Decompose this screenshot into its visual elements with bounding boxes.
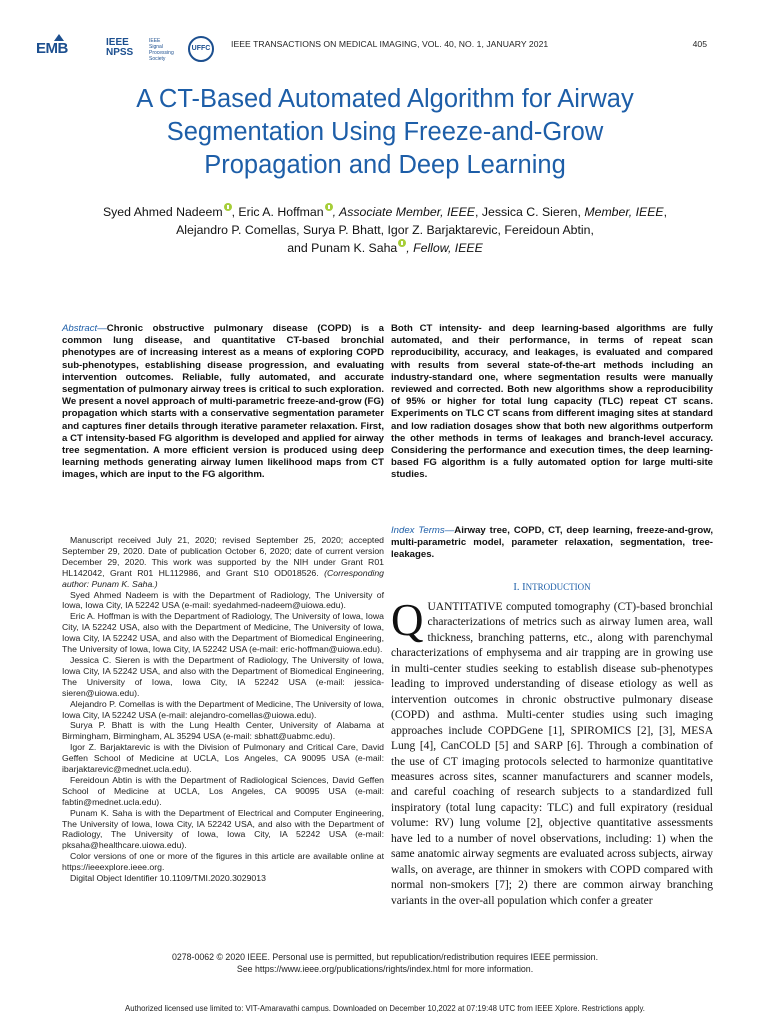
author-name: , Jessica C. Sieren, [475,205,585,219]
introduction-text [391,595,713,909]
footnote: Igor Z. Barjaktarevic is with the Division of Pulmonary and Critical Care, David Geffen School of Medicine at UCLA, Los Angeles, CA 90095 USA (e-mail: ibarjaktarevic@mednet.ucla.edu). [62,742,384,775]
author-list: Syed Ahmed Nadeem , Eric A. Hoffman , Associate Member, IEEE, Jessica C. Sieren, Member, IEEE, Alejandro P. Comellas, Surya P. Bhatt, Igor Z. Barjaktarevic, Fereidoun Abtin, and Punam K. Saha , Fellow, IEEE [40,203,730,257]
section-heading: I. INTRODUCTION [513,582,591,593]
copyright-notice: 0278-0062 © 2020 IEEE. Personal use is permitted, but republication/redistribution requires IEEE permission. See https://www.ieee.org/publications/rights/index.html for more information. [171,952,599,974]
title-line: A CT-Based Automated Algorithm for Airway [136,85,634,113]
abstract-text: Both CT intensity- and deep learning-based algorithms are fully automated, and their performance, in terms of repeat scan reproducibility, accuracy, and leakages, is evaluated and compared with results from several state-of-the-art methods including an industry-standard one, where segmentation results were manually reviewed and corrected. Both new algorithms show a reproducibility of 95% or higher for total lung capacity (TLC) repeat CT scans. Experiments on TLC CT scans from different imaging sites at standard and low radiation dosages show that both new algorithms outperform the other methods in terms of leakages and branch-level accuracy. Considering the performance and execution times, the deep learning-based FG algorithm is a fully automated option for large multi-site studies. [391,323,713,481]
npss-logo: IEEE NPSS [106,37,134,58]
license-notice: Authorized licensed use limited to: VIT-Amaravathi campus. Downloaded on December 10,2022 at 07:19:48 UTC from IEEE Xplore. Restrictions apply. [125,1004,645,1013]
title-line: Segmentation Using Freeze-and-Grow [166,118,604,146]
footnote: Punam K. Saha is with the Department of Electrical and Computer Engineering, The University of Iowa, Iowa City, IA 52242 USA, and also with the Department of Radiology, The University of Iowa, Iowa City, IA 52242 USA (e-mail: pksaha@healthcare.uiowa.edu). [62,807,384,851]
intro-lead: UANTITATIVE [427,601,503,613]
uffc-logo: UFFC [188,36,214,62]
title-line: Propagation and Deep Learning [204,151,566,179]
index-terms-text: Airway tree, COPD, CT, deep learning, freeze-and-grow, multi-parametric model, parameter relaxation, segmentation, tree-leakages. [391,525,713,561]
author-name: and Punam K. Saha [287,241,398,255]
footnote: Alejandro P. Comellas is with the Department of Medicine, The University of Iowa, Iowa City, IA 52242 USA (e-mail: alejandro-comellas@uiowa.edu). [62,698,384,720]
author-name: , Eric A. Hoffman [231,205,324,219]
drop-cap: Q [391,595,424,645]
author-role: , Associate Member, IEEE [332,205,475,219]
index-terms [391,525,713,562]
footnote: Manuscript received July 21, 2020; revised September 25, 2020; accepted September 29, 2020. Date of publication October 6, 2020; date of current version December 29, 2020. This work was supported by the NIH under Grant R01 HL142042, Grant R01 HL112986, and Grant S10 OD018526. (Corresponding author: Punam K. Saha.) [62,535,384,589]
abstract-left [62,323,384,482]
index-terms-label: Index Terms— [391,525,455,536]
footnote: Color versions of one or more of the figures in this article are available online at https://ieeexplore.ieee.org. [62,851,384,873]
abstract-label: Abstract— [62,323,107,334]
orcid-icon[interactable] [224,203,232,211]
abstract-text: Chronic obstructive pulmonary disease (COPD) is a common lung disease, and quantitative CT-based bronchial phenotypes are of increasing interest as a means of exploring COPD sub-phenotypes, establishing disease progression, and evaluating intervention outcomes. Reliable, fully automated, and accurate segmentation of pulmonary airway trees is critical to such exploration. We present a novel approach of multi-parametric freeze-and-grow (FG) propagation which starts with a conservative segmentation parameter and captures finer details through iterative parameter relaxation. First, a CT intensity-based FG algorithm is developed and applied for airway tree segmentation. A more efficient version is produced using deep learning methods generating airway lumen likelihood maps from CT images, which are input to the FG algorithm. [62,323,385,481]
footnote: Syed Ahmed Nadeem is with the Department of Radiology, The University of Iowa, Iowa City, IA 52242 USA (e-mail: syedahmed-nadeem@uiowa.edu). [62,589,384,611]
author-role: , Fellow, IEEE [406,241,483,255]
intro-body: computed tomography (CT)-based bronchial characterizations of metrics such as airway lumen area, wall thickness, branching patterns, etc., along with parenchymal characterizations of emphysema and air trapping are in growing use in multi-center studies seeking to establish disease sub-phenotypes leading to improved understanding of disease etiology as well as intervention outcomes in chronic obstructive pulmonary disease (COPD) and asthma. Multi-center studies using such imaging approaches include COPDGene [1], SPIROMICS [2], [3], MESA Lung [4], CanCOLD [5] and SARP [6]. Through a combination of the use of CT imaging protocols selected to harmonize quantitative measures across sites, scanner manufacturers and scanner models, and careful coaching of research subjects to a standardized full inspiratory (total lung capacity: TLC) and full expiratory (residual volume: RV) lung volume [2], objective quantitative assessments have led to a number of novel observations, including: 1) when the same anatomic airway segments are evaluated across subjects, airway walls, on average, are thinner in smokers with COPD compared with normal non-smokers [7]; 2) there are common airway branching variants in the over-all population which confer a greater [391,601,713,907]
footnote-doi: Digital Object Identifier 10.1109/TMI.2020.3029013 [70,873,266,884]
footnote: Fereidoun Abtin is with the Department of Radiological Sciences, David Geffen School of Medicine at UCLA, Los Angeles, CA 90095 USA (e-mail: fabtin@mednet.ucla.edu). [62,774,384,807]
abstract-right [391,323,713,482]
journal-header: IEEE TRANSACTIONS ON MEDICAL IMAGING, VOL. 40, NO. 1, JANUARY 2021 [231,39,549,49]
footnote: Surya P. Bhatt is with the Lung Health Center, University of Alabama at Birmingham, Birmingham, AL 35294 USA (e-mail: sbhatt@uabmc.edu). [62,720,384,742]
author-name: Syed Ahmed Nadeem [102,205,223,219]
society-logos [36,38,216,64]
footnotes [62,535,384,884]
footnote: Jessica C. Sieren is with the Department of Radiology, The University of Iowa, Iowa City, IA 52242 USA, and also with the Department of Biomedical Engineering, The University of Iowa, Iowa City, IA 52242 USA (e-mail: jessica-sieren@uiowa.edu). [62,654,384,698]
author-line: Alejandro P. Comellas, Surya P. Bhatt, Igor Z. Barjaktarevic, Fereidoun Abtin, [176,223,594,237]
page-number: 405 [692,39,707,49]
paper-title [60,83,710,182]
footnote: Eric A. Hoffman is with the Department of Radiology, The University of Iowa, Iowa City, IA 52242 USA, also with the Department of Medicine, The University of Iowa, Iowa City, IA 52242 USA, and also with the Department of Biomedical Engineering, The University of Iowa, Iowa City, IA 52242 USA (e-mail: eric-hoffman@uiowa.edu). [62,611,384,655]
author-role: Member, IEEE [584,205,664,219]
orcid-icon[interactable] [325,203,333,211]
emb-logo: EMB [36,40,68,57]
signal-processing-logo: IEEE Signal Processing Society [149,38,174,62]
